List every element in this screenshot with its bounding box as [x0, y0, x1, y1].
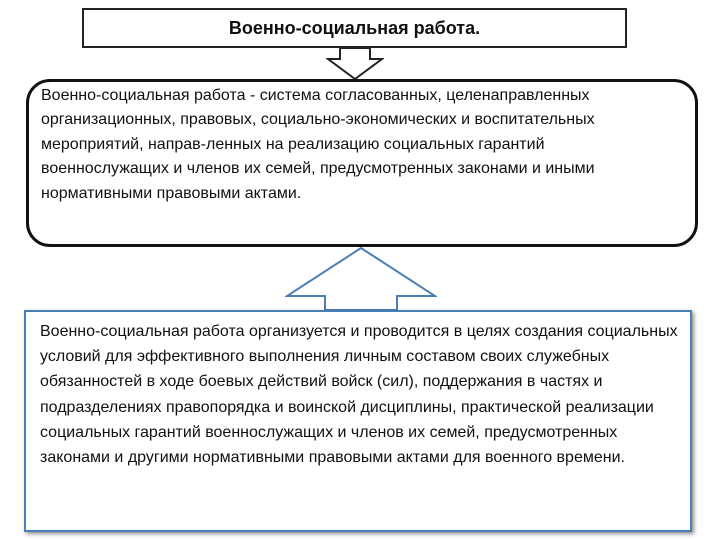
arrow-down-icon: [326, 47, 384, 81]
definition-text: Военно-социальная работа - система согласованных, целенаправленных организационных, правовых, социально-экономических и воспитательных мероприятий, направ-ленных на реализацию социальных гарантий военнослужащих и членов их семей, предусмотренных законами и иными нормативными правовыми актами.: [41, 87, 595, 202]
title-text: Военно-социальная работа.: [228, 17, 481, 38]
purpose-text: Военно-социальная работа организуется и проводится в целях создания социальных условий для эффективного выполнения личным составом своих служебных обязанностей в ходе боевых действий войск (сил), поддержания в частях и подразделениях правопорядка и воинской дисциплины, практической реализации социальных гарантий военнослужащих и членов их семей, предусмотренных законами и другими нормативными правовыми актами для военного времени.: [40, 323, 678, 467]
arrow-up-icon: [285, 246, 437, 312]
title-box: [82, 8, 627, 48]
